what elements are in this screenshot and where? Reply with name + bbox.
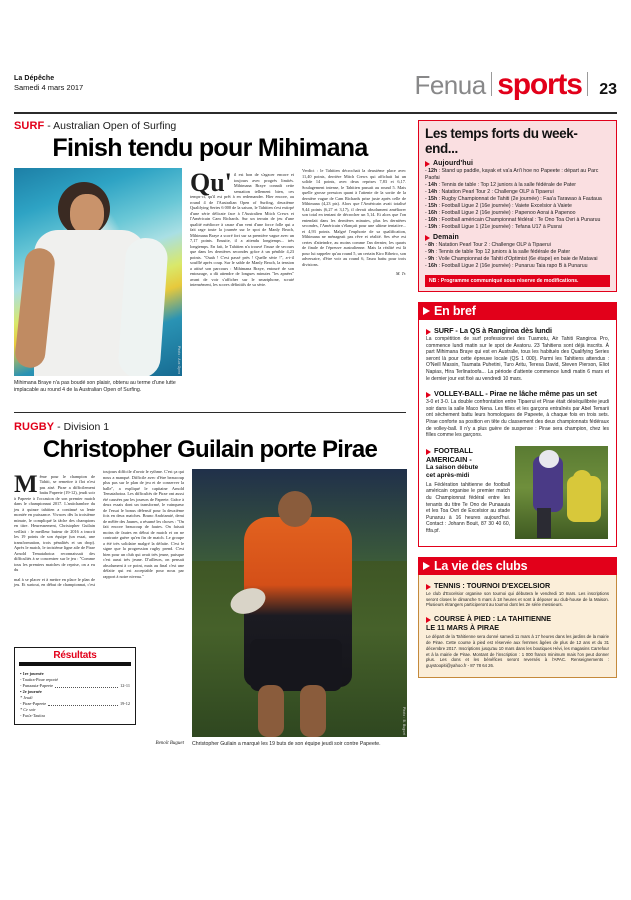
results-title: Résultats bbox=[53, 650, 97, 662]
logo-fenua: Fenua bbox=[414, 70, 486, 100]
surf-subject-label: - Australian Open of Surfing bbox=[44, 120, 177, 132]
clubs-header bbox=[418, 557, 617, 575]
rugby-text-columns bbox=[14, 469, 184, 588]
agenda-item-text: : Stand up paddle, kayak et va'a Ari'i hoe no Papeete : départ au Parc Paofai bbox=[425, 168, 599, 181]
agenda-tomorrow-label: Demain bbox=[433, 234, 459, 241]
agenda-item-time: 14h bbox=[428, 182, 438, 188]
surf-photo bbox=[14, 168, 182, 376]
agenda-item: - 8h : Natation Pearl Tour 2 : Challenge OLP à Tipaerui bbox=[425, 242, 551, 248]
rugby-signature: Benoît Buguet bbox=[155, 741, 184, 747]
agenda-item: - 19h : Football Ligue 1 (21e journée) : Tefana U17 à Pusrai bbox=[425, 224, 562, 230]
enbref-item-heading bbox=[426, 326, 609, 335]
triangle-icon bbox=[423, 307, 430, 315]
enbref-box bbox=[418, 320, 617, 547]
fa-photo-shape-helmet1 bbox=[539, 450, 559, 468]
surf-col1-text: il est bon de s'agacer encore et toujours avec progrès limités. Mihimana Braye connaît cette sensation tellement bien, ces temps-ci, qu'il est prêt à en redemander. Hier encore, au round 4 de l'Australian Open of Surfing, deuxième Qualifying Series 6 000 de la saison, le Tahitien s'est extirpé d'une série délicate face à l'Australien Mitch Crews et l'Américain Cam Richards. Sur un terrain de jeu d'une qualité médiocre à cause d'un vent d'une force folle qui a fait rage toute la journée sur le spot de Manly Beach, Mihimana Braye a scoré fort sur sa première vague avec un 7,17 points. Ensuite, il a attendu longtemps... très longtemps. En fait, le Tahitien n'a trouvé l'issue de secours que dans les dernières secondes grâce à un pénible 4,23 points. "Ouah ! C'est passé près ! Quelle série !", a-t-il soufflé après coup. Sur le sable de Manly Beach, la tension a attisé son parcours : Mihimana Braye, entouré de son entourage, a dû attendre de longues minutes "les apnées" avant de voir s'afficher sur le smartphone, scruté intensément, les scores définitifs de sa série. bbox=[190, 172, 294, 288]
triangle-icon bbox=[426, 329, 431, 335]
rugby-drop-cap: M bbox=[14, 470, 38, 498]
agenda-item: - 15h : Rugby Championnat de Tahiti (2e journée) : Faa'a Tarawao à Fautaua bbox=[425, 196, 602, 202]
fa-photo-shape-helmet2 bbox=[573, 470, 591, 486]
rugby-photo-shape-leg-right bbox=[300, 685, 326, 737]
agenda-item-time: 9h bbox=[428, 249, 435, 255]
club-item-heading bbox=[426, 581, 609, 590]
result-label: - Tautira-Pirae reporté bbox=[20, 677, 59, 683]
agenda-item-time: 16h bbox=[428, 210, 438, 216]
club-item-text: Le départ de la Tahitienne sera donné samedi 11 mars à 17 heures dans les jardins de la mairie de Pirae. Cette course à pied est réservée aux femmes âgées de plus de 12 ans et du 31 décembre 2017. Inscriptions jusqu'au 10 mars dans les boutiques Hévi, les magasins Carrefour et à la mairie de Pirae. Montant de l'inscription : 1 000 francs minimum mais l'on peut donner plus. Les dons et les bénéfices seront reversés à l'APAC. Renseignements : guystoopiti@yahoo.fr - 87 78 64 26. bbox=[426, 634, 609, 669]
fa-heading-line4: cet après-midi bbox=[426, 471, 470, 479]
agenda-item: - 9h : Voile Championnat de Tahiti d'Optimist (6e étape) en baie de Matavai bbox=[425, 256, 598, 262]
surf-kicker bbox=[14, 120, 406, 133]
result-label: - Faa'a-Tautira bbox=[20, 713, 45, 719]
clubs-title: La vie des clubs bbox=[434, 558, 528, 573]
fa-heading-line1: FOOTBALL bbox=[434, 445, 473, 455]
agenda-item-text: : Tennis de table : Top 12 juniors à la salle fédérale de Pater bbox=[437, 182, 576, 188]
surf-photo-shape-face bbox=[70, 194, 104, 234]
enbref-header bbox=[418, 302, 617, 320]
agenda-item-text: : Football Ligue 1 (21e journée) : Tefana U17 à Pusrai bbox=[437, 224, 562, 230]
logo-divider bbox=[491, 72, 493, 96]
fa-heading-line2: AMERICAIN - bbox=[426, 454, 472, 464]
agenda-item: - 15h : Football Ligue 2 (16e journée) : Vaiete Excelsior à Vaiete bbox=[425, 203, 572, 209]
result-row bbox=[20, 713, 130, 719]
enbref-heading-text: SURF - La QS à Rangiroa dès lundi bbox=[434, 326, 552, 335]
club-item-text: Le club d'Excelsior organise son tournoi qui débutera le vendredi 10 mars. Les inscriptions seront closes le dimanche 5 mars à 18 heures et sont à déposer au club-house de la Maison. Plusieurs étrangers participeront au tournoi dont les 2e série messieurs. bbox=[426, 590, 609, 608]
logo-sports: sports bbox=[497, 68, 582, 101]
results-list bbox=[15, 669, 135, 724]
rugby-body-wrap bbox=[14, 469, 406, 759]
agenda-item-text: : Tennis de table Top 12 juniors à la salle fédérale de Pater bbox=[434, 249, 571, 255]
agenda-item-time: 12h bbox=[428, 168, 438, 174]
section-logo bbox=[414, 70, 617, 100]
fa-text: La Fédération tahitienne de football américain organise le premier match du Championnat fédéral entre les tenants du titre Te Ono de Punaauia et les Toa Ovri de Excelsior au stade Punaruu à 16 heures aujourd'hui. Contact : Johann Bouit, 87 30 40 60, ftfa.pf. bbox=[426, 481, 510, 534]
agenda-today-header bbox=[425, 160, 610, 167]
rugby-photo-caption: Christopher Guilain a marqué les 19 buts de son équipe jeudi soir contre Papeete. bbox=[192, 741, 381, 748]
agenda-item-text: : Rugby Championnat de Tahiti (2e journée) : Faa'a Tarawao à Fautaua bbox=[437, 196, 602, 202]
agenda-item-time: 8h bbox=[428, 242, 435, 248]
rugby-photo-shape-leg-left bbox=[258, 685, 284, 737]
rugby-headline: Christopher Guilain porte Pirae bbox=[42, 436, 378, 464]
agenda-item-time: 15h bbox=[428, 203, 438, 209]
agenda-item: - 16h : Football américain Championnat fédéral : Te Ono Toa Ovri à Punaruu bbox=[425, 217, 601, 223]
logo-divider-2 bbox=[587, 72, 589, 96]
rugby-paragraph-1 bbox=[14, 470, 95, 573]
result-label: * Jeudi bbox=[20, 695, 33, 701]
football-americain-block bbox=[426, 446, 609, 539]
agenda-note: NB : Programme communiqué sous réserve de modifications. bbox=[425, 275, 610, 287]
enbref-title: En bref bbox=[434, 304, 476, 318]
rugby-subject-label: - Division 1 bbox=[54, 421, 110, 434]
result-label: - Punaauia-Papeete bbox=[20, 683, 54, 689]
agenda-item: - 16h : Football Ligue 2 (16e journée) : Papenoo Aorai à Papenoo bbox=[425, 210, 576, 216]
triangle-icon bbox=[426, 392, 431, 398]
agenda-item-time: 9h bbox=[428, 256, 435, 262]
agenda-item: - 16h : Football Ligue 2 (16e journée) : Punaruu Taia rapo B à Punaruu bbox=[425, 263, 588, 269]
main-content bbox=[14, 120, 406, 759]
agenda-item: - 14h : Natation Pearl Tour 2 : Challenge OLP à Tipaerui bbox=[425, 189, 554, 195]
results-box bbox=[14, 647, 136, 725]
agenda-tomorrow-header bbox=[425, 234, 610, 241]
masthead bbox=[14, 68, 617, 112]
surf-photo-shape-board bbox=[117, 237, 169, 376]
agenda-item-text: : Natation Pearl Tour 2 : Challenge OLP à Tipaerui bbox=[437, 189, 554, 195]
result-label: - Pirae-Papeete bbox=[20, 701, 47, 707]
agenda-item: - 12h : Stand up paddle, kayak et va'a Ari'i hoe no Papeete : départ au Parc Paofai bbox=[425, 168, 599, 181]
result-dots bbox=[48, 701, 118, 706]
rugby-photo-credit: Photo : B. Buguet bbox=[402, 707, 406, 736]
surf-sport-label: SURF bbox=[14, 120, 45, 132]
paper-date: Samedi 4 mars 2017 bbox=[14, 83, 84, 92]
football-americain-text-col bbox=[426, 446, 510, 539]
article-surf bbox=[14, 120, 406, 400]
sidebar bbox=[418, 120, 617, 678]
agenda-item-text: : Natation Pearl Tour 2 : Challenge OLP à Tipaerui bbox=[434, 242, 551, 248]
paper-name: La Dépêche bbox=[14, 75, 55, 82]
agenda-item-time: 19h bbox=[428, 224, 438, 230]
enbref-item-text: La compétition de surf professionnel des Tuamotu, Air Tahiti Rangiroa Pro, commence lundi matin sur le spot de Avatoru. 23 Tahitiens sont déjà inscrits. À part Mihimana Braye qui est en Australie, tous les habitués des Qualifying Series seront là pour cette épreuve locale (QS 1 000). Parmi les Tahitiens attendus : O'Neill Massin, Taumata Puhetini, Turo Aritu, Teresa David, Steven Pierson, Eliot Napias, Hira Terlinatoofa... La période d'attente commence lundi matin 6 mars et le dernier jour est fixé au vendredi 10 mars. bbox=[426, 336, 609, 382]
agenda-item-text: : Football Ligue 2 (16e journée) : Punaruu Taia rapo B à Punaruu bbox=[437, 263, 588, 269]
rugby-photo bbox=[192, 469, 407, 737]
result-label: * Ce soir bbox=[20, 707, 36, 713]
rugby-kicker bbox=[14, 421, 406, 434]
article-rugby bbox=[14, 421, 406, 759]
club-heading-line1: COURSE À PIED : LA TAHITIENNE bbox=[434, 614, 551, 624]
result-label: • 1re journée bbox=[20, 671, 44, 677]
triangle-icon bbox=[426, 449, 431, 455]
triangle-icon bbox=[425, 161, 430, 167]
result-score: 19-12 bbox=[119, 701, 130, 707]
enbref-heading-text: VOLLEY-BALL - Pirae ne lâche même pas un set bbox=[434, 389, 597, 399]
agenda-item-text: : Football Ligue 2 (16e journée) : Vaiete Excelsior à Vaiete bbox=[437, 203, 572, 209]
agenda-today-label: Aujourd'hui bbox=[433, 160, 474, 167]
surf-headline: Finish tendu pour Mihimana bbox=[52, 134, 368, 162]
triangle-icon bbox=[425, 235, 430, 241]
enbref-item-heading bbox=[426, 389, 609, 398]
agenda-item-text: : Football américain Championnat fédéral : Te Ono Toa Ovri à Punaruu bbox=[437, 217, 601, 223]
club-heading-line2: LE 11 MARS À PIRAE bbox=[426, 623, 500, 633]
triangle-icon bbox=[423, 562, 430, 570]
page-number: 23 bbox=[599, 81, 617, 98]
enbref-item-text: 3-0 et 3-0. La double confrontation entre Tipaerui et Pirae était déséquilibrée jeudi soir dans la salle Maco Nena. Les filles et les garçons entraînés par Abel Temarii ont sèchement battu leurs homologues de Papeete, à chaque fois en trois sets. Pirae conforte sa position en tête du classement des deux championnats fédéraux de volley-ball. Il n'y a plus guère de suspense : Pirae sera champion, chez les filles comme les garçons. bbox=[426, 399, 609, 439]
football-americain-photo bbox=[515, 446, 608, 539]
surf-paragraph-2: Verdict : le Tahitien décrochait la deuxième place avec 11,40 points, derrière Mitch Crews qui affichait lui un solide 14 points, avec deux reprises 7,83 et 6,17. Soulagement intense, le Tahitien passait au round 5. Mais quelle grosse pression quant à l'attente de la sortie de la dernière vague de Cam Richards prise juste après celle de Mihimana (4,23 pts). Alors que l'Américain avait totalisé 9,44 points (6,27 et 3,17), il devait absolument améliorer son total en tentant de décrocher un 5,14. Et alors que l'on entendait dans les dernières minutes, plus les dernières secondes, l'Américain s'élançait pour une ultime tentative... et 4,93 points. Malgré l'euphorie de sa qualification, Mihimana ne ménageait pas rêve et réalité. Ses rêve est certes d'atteindre, au moins comme l'an dernier, les quarts de finale de l'épreuve australienne. Mais la réalité est là pour lui rappeler qu'au round 5, un certain Kiro Ribeiro, son adversaire, d'être voir au round 6, l'aura battu pour trois divisions. bbox=[302, 168, 406, 267]
results-rule bbox=[19, 662, 131, 666]
surf-text-columns bbox=[190, 168, 406, 288]
result-score: 12-11 bbox=[120, 683, 130, 689]
rugby-paragraph-2: mal à se placer et à mettre en place le plan de jeu. Et surtout, en début de championnat, c'est toujours difficile d'avoir le rythme. C'est ça qui nous a manqué. Difficile avec d'être beaucoup plus pas sur le plan de jeu et de conserver la balle", a expliqué le capitaine Arnold Tematahotoa. Les difficultés de Pirae ont aussi été causées par les joueurs de Papeete. Grâce à deux essais dont un transformé, le vainqueur de l'essai le bonus défensif pour la deuxième fois en deux matches. Bruno Andriamié, demi de mêlée des Jaunes, a résumé les choses : "On fait encore beaucoup de fautes. On faisait moins de fautes en début de match et on ne contrarie guère qu'en fin de match. Le groupe a été très solidaire malgré la défaite. C'est le signe que la progression rugby prend. C'est bien pour un club qui avait très jeune, puisque c'est aussi très jeune. D'ailleurs, on pensait absolument à ce point, mais au final c'est une défaite qui est acceptable pour nous par rapport à notre niveau." bbox=[14, 469, 184, 588]
rugby-photo-shape-shorts bbox=[250, 639, 342, 691]
agenda-item-text: : Football Ligue 2 (16e journée) : Papenoo Aorai à Papenoo bbox=[437, 210, 576, 216]
surf-body-wrap bbox=[14, 168, 406, 400]
agenda-item-text: : Voile Championnat de Tahiti d'Optimist (6e étape) en baie de Matavai bbox=[434, 256, 598, 262]
agenda-item: - 9h : Tennis de table Top 12 juniors à la salle fédérale de Pater bbox=[425, 249, 571, 255]
rugby-sport-label: RUGBY bbox=[14, 421, 55, 434]
result-label: • 2e journée bbox=[20, 689, 42, 695]
clubs-box bbox=[418, 575, 617, 678]
agenda-item-time: 14h bbox=[428, 189, 438, 195]
agenda-item-time: 15h bbox=[428, 196, 438, 202]
agenda-item-time: 16h bbox=[428, 263, 438, 269]
surf-signature: M. Tr. bbox=[395, 271, 406, 277]
agenda-item: - 14h : Tennis de table : Top 12 juniors à la salle fédérale de Pater bbox=[425, 182, 576, 188]
rugby-col1-text: ême pour le champion de Tahiti, se remettre à flot n'est pas aisé. Pirae a difficilement battu Papeete (19-12), jeudi soir à Papeete à l'occasion de son premier match dans le championnat 2017. L'antichambre du jeu à quinze tahitien a continué sa lente montée en puissance. Vivaces dès la troisième minute, le compliqué la tâche des champions en titre. Heureusement, Christopher Guilain veillait : le meilleur buteur de 2016 a inscrit les 19 points de son équipe (un essai, une transformation, trois pénalités et un drop). Après le match, le troisième ligne aile de Pirae Arnold Tematahotoa reconnaissait des difficultés à se concentrer sur le jeu : "Comme tous les premiers matches de reprise, on a eu du bbox=[14, 473, 95, 573]
club-heading-text: TENNIS : TOURNOI D'EXCELSIOR bbox=[434, 580, 551, 590]
fa-photo-shape-leg bbox=[537, 508, 551, 538]
fa-heading-line3: La saison débute bbox=[426, 463, 479, 471]
agenda-item-time: 16h bbox=[428, 217, 438, 223]
triangle-icon bbox=[426, 584, 431, 590]
agenda-title: Les temps forts du week-end... bbox=[425, 126, 578, 156]
club-item-heading bbox=[426, 614, 609, 623]
agenda-box bbox=[418, 120, 617, 292]
football-americain-heading bbox=[426, 446, 510, 455]
masthead-rule bbox=[14, 112, 617, 114]
section-divider bbox=[14, 412, 406, 413]
surf-photo-credit: Photo : Aus Open bbox=[177, 345, 181, 374]
surf-photo-caption: Mihimana Braye n'a pas boudé son plaisir, obtenu au terme d'une lutte implacable au round 4 de la Australian Open of Surfing. bbox=[14, 380, 176, 393]
result-dots bbox=[55, 683, 118, 688]
surf-paragraph-1 bbox=[190, 168, 294, 288]
surf-drop-cap: Qu' bbox=[190, 168, 232, 198]
